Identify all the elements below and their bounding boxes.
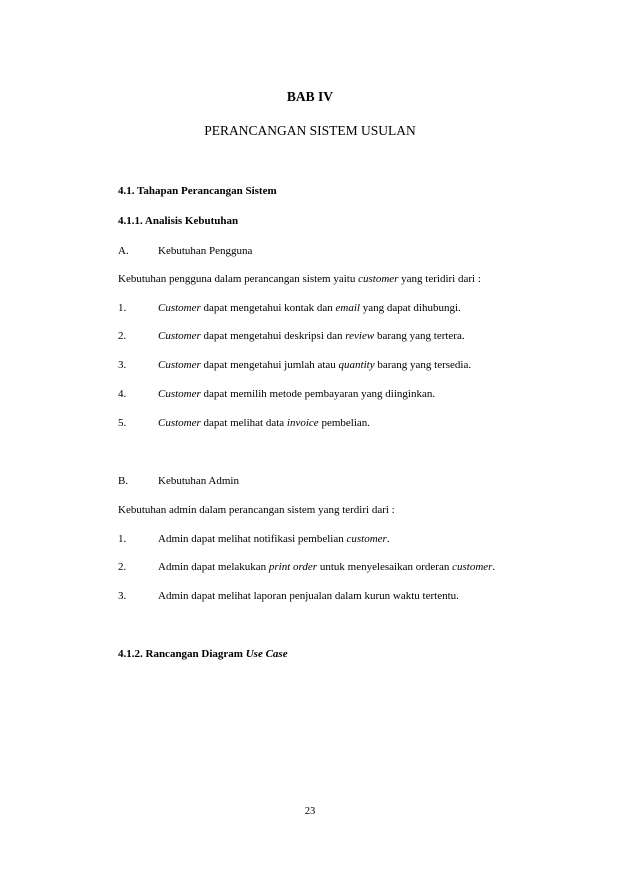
list-item: Admin dapat melihat laporan penjualan dalam kurun waktu tertentu. (158, 590, 459, 602)
list-item: Customer dapat memilih metode pembayaran yang diinginkan. (158, 388, 436, 400)
chapter-number: BAB IV (286, 89, 334, 104)
list-item-number: 1. (118, 302, 127, 314)
list-item-number: 2. (118, 561, 127, 573)
page-number: 23 (304, 806, 316, 817)
list-item-number: 3. (118, 359, 127, 371)
list-item-number: 1. (118, 533, 127, 545)
list-item: Customer dapat mengetahui jumlah atau quantity barang yang tersedia. (158, 359, 472, 371)
chapter-title: PERANCANGAN SISTEM USULAN (204, 123, 416, 138)
list-item-number: 4. (118, 388, 127, 400)
part-b-number: B. (118, 475, 129, 487)
list-item: Admin dapat melihat notifikasi pembelian customer. (158, 533, 390, 545)
list-item: Customer dapat mengetahui deskripsi dan review barang yang tertera. (158, 330, 465, 342)
subsection-heading-use-case: 4.1.2. Rancangan Diagram Use Case (118, 648, 288, 660)
part-a-number: A. (118, 245, 129, 257)
section-heading: 4.1. Tahapan Perancangan Sistem (118, 185, 277, 197)
list-item: Customer dapat melihat data invoice pembelian. (158, 417, 371, 429)
list-item-number: 2. (118, 330, 127, 342)
list-item: Customer dapat mengetahui kontak dan email yang dapat dihubungi. (158, 302, 461, 314)
part-b-label: Kebutuhan Admin (158, 475, 239, 487)
list-item-number: 5. (118, 417, 127, 429)
list-item-number: 3. (118, 590, 127, 602)
part-a-label: Kebutuhan Pengguna (158, 245, 253, 257)
subsection-heading-analisis: 4.1.1. Analisis Kebutuhan (118, 215, 239, 227)
intro-a-paragraph: Kebutuhan pengguna dalam perancangan sistem yaitu customer yang teridiri dari : (118, 273, 481, 285)
intro-b-paragraph: Kebutuhan admin dalam perancangan sistem yang terdiri dari : (118, 504, 395, 516)
list-item: Admin dapat melakukan print order untuk menyelesaikan orderan customer. (158, 561, 496, 573)
